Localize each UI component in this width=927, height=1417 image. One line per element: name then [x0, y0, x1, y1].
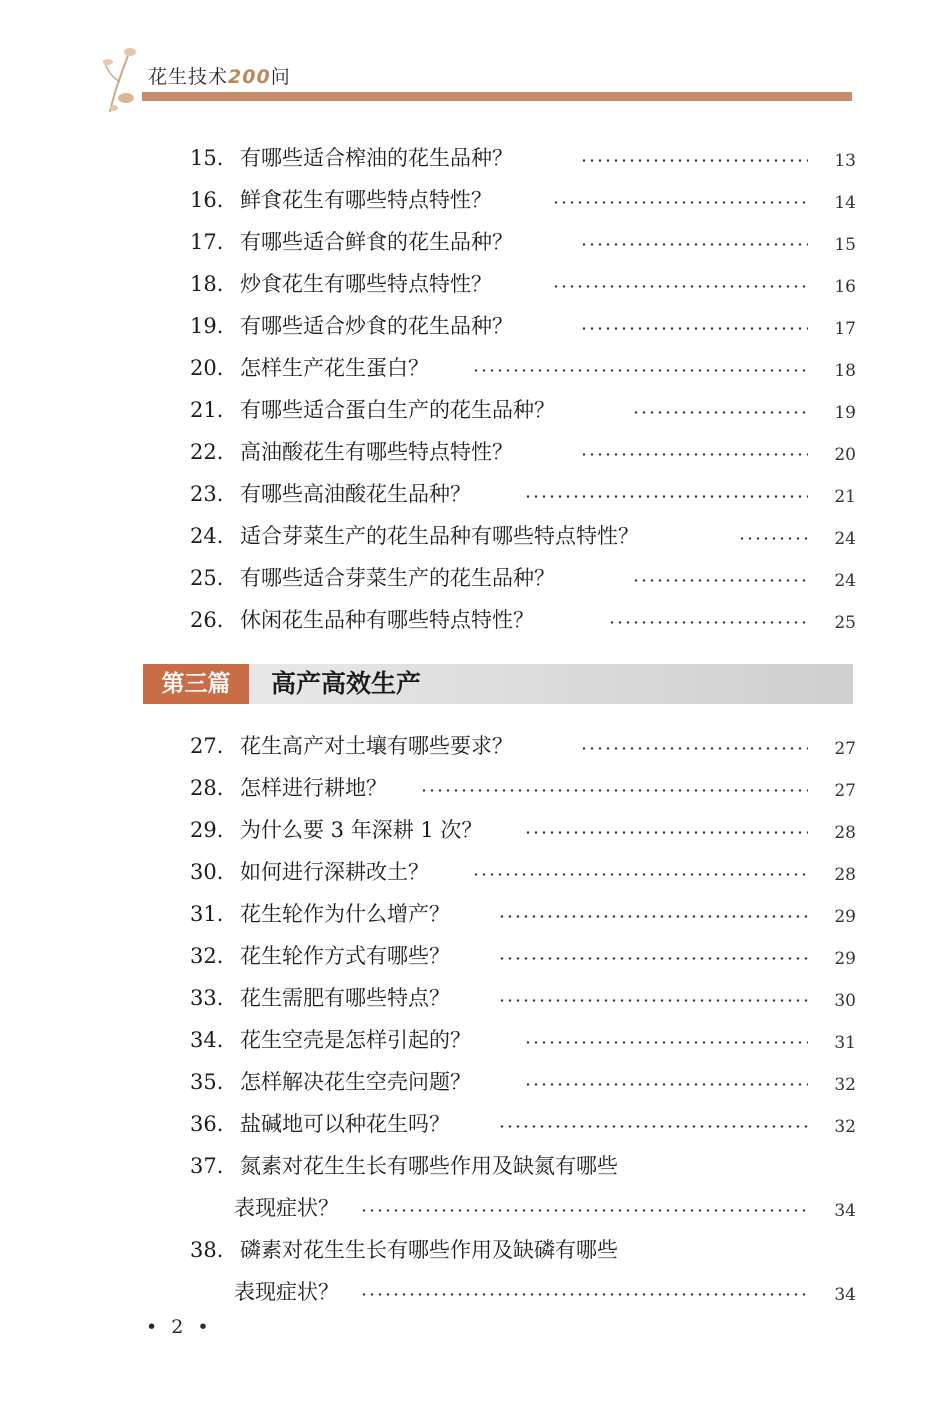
entry-title: 怎样生产花生蛋白？ [240, 356, 429, 380]
entry-page: 28 [834, 865, 856, 885]
page-number: • 2 • [146, 1316, 213, 1338]
entry-number: 29. [190, 818, 224, 842]
dot-leader [524, 831, 808, 834]
entry-title: 为什么要 3 年深耕 1 次？ [240, 818, 483, 842]
dot-leader [420, 789, 808, 792]
section-heading[interactable] [143, 664, 853, 704]
entry-number: 30. [190, 860, 224, 884]
dot-leader [580, 747, 808, 750]
toc-entry[interactable] [190, 896, 856, 932]
toc-entry[interactable] [190, 938, 856, 974]
entry-title: 高油酸花生有哪些特点特性？ [240, 440, 513, 464]
entry-page: 28 [834, 823, 856, 843]
dot-leader [580, 453, 808, 456]
entry-title: 怎样解决花生空壳问题？ [240, 1070, 471, 1094]
toc-entry[interactable] [190, 560, 856, 596]
entry-number: 27. [190, 734, 224, 758]
entry-page: 34 [834, 1285, 856, 1305]
toc-entry[interactable] [190, 854, 856, 890]
entry-title: 怎样进行耕地？ [240, 776, 387, 800]
entry-number: 31. [190, 902, 224, 926]
dot-leader [498, 999, 808, 1002]
dot-leader [498, 957, 808, 960]
entry-title: 有哪些高油酸花生品种？ [240, 482, 471, 506]
toc-entry[interactable] [190, 434, 856, 470]
floral-ornament-icon [100, 42, 150, 122]
entry-page: 32 [834, 1075, 856, 1095]
entry-page: 29 [834, 949, 856, 969]
entry-page: 18 [834, 361, 856, 381]
entry-title: 氮素对花生生长有哪些作用及缺氮有哪些 [240, 1154, 618, 1178]
entry-title: 花生高产对土壤有哪些要求？ [240, 734, 513, 758]
entry-number: 18. [190, 272, 224, 296]
entry-number: 24. [190, 524, 224, 548]
dot-leader [524, 495, 808, 498]
entry-page: 25 [834, 613, 856, 633]
dot-leader [498, 1125, 808, 1128]
toc-entry[interactable] [190, 224, 856, 260]
entry-page: 29 [834, 907, 856, 927]
entry-number: 15. [190, 146, 224, 170]
entry-number: 35. [190, 1070, 224, 1094]
entry-page: 34 [834, 1201, 856, 1221]
entry-number: 16. [190, 188, 224, 212]
entry-number: 20. [190, 356, 224, 380]
toc-entry[interactable] [190, 350, 856, 386]
dot-leader [608, 621, 808, 624]
toc-entry[interactable] [190, 602, 856, 638]
entry-number: 25. [190, 566, 224, 590]
dot-leader [580, 327, 808, 330]
toc-entry[interactable] [190, 980, 856, 1016]
dot-leader [580, 243, 808, 246]
book-title: 花生技术200问 [148, 66, 291, 88]
dot-leader [472, 369, 808, 372]
entry-title: 适合芽菜生产的花生品种有哪些特点特性？ [240, 524, 639, 548]
section-tag: 第三篇 [143, 664, 249, 704]
entry-title: 如何进行深耕改土？ [240, 860, 429, 884]
dot-leader [472, 873, 808, 876]
entry-number: 32. [190, 944, 224, 968]
toc-entry[interactable] [190, 140, 856, 176]
dot-leader [524, 1083, 808, 1086]
toc-entry[interactable] [190, 728, 856, 764]
entry-page: 13 [834, 151, 856, 171]
entry-title: 休闲花生品种有哪些特点特性？ [240, 608, 534, 632]
toc-entry[interactable] [190, 308, 856, 344]
toc-entry[interactable] [190, 1232, 856, 1314]
dot-leader [738, 537, 808, 540]
entry-title: 花生轮作为什么增产？ [240, 902, 450, 926]
entry-number: 28. [190, 776, 224, 800]
entry-title: 盐碱地可以种花生吗？ [240, 1112, 450, 1136]
entry-title: 有哪些适合蛋白生产的花生品种？ [240, 398, 555, 422]
entry-page: 24 [834, 529, 856, 549]
entry-title: 有哪些适合鲜食的花生品种？ [240, 230, 513, 254]
entry-number: 17. [190, 230, 224, 254]
dot-leader [552, 201, 808, 204]
entry-page: 30 [834, 991, 856, 1011]
dot-leader [360, 1209, 808, 1212]
toc-entry[interactable] [190, 1022, 856, 1058]
toc-entry[interactable] [190, 1106, 856, 1142]
entry-title: 鲜食花生有哪些特点特性？ [240, 188, 492, 212]
entry-title: 有哪些适合榨油的花生品种？ [240, 146, 513, 170]
dot-leader [580, 159, 808, 162]
toc-entry[interactable] [190, 518, 856, 554]
toc-entry[interactable] [190, 266, 856, 302]
entry-title: 炒食花生有哪些特点特性？ [240, 272, 492, 296]
entry-page: 31 [834, 1033, 856, 1053]
entry-title: 有哪些适合芽菜生产的花生品种？ [240, 566, 555, 590]
entry-title: 花生空壳是怎样引起的？ [240, 1028, 471, 1052]
entry-title: 花生需肥有哪些特点？ [240, 986, 450, 1010]
entry-page: 19 [834, 403, 856, 423]
toc-entry[interactable] [190, 1148, 856, 1230]
entry-number: 23. [190, 482, 224, 506]
entry-number: 38. [190, 1238, 224, 1262]
entry-page: 20 [834, 445, 856, 465]
entry-number: 36. [190, 1112, 224, 1136]
entry-number: 19. [190, 314, 224, 338]
toc-entry[interactable] [190, 182, 856, 218]
entry-page: 21 [834, 487, 856, 507]
dot-leader [360, 1293, 808, 1296]
entry-title-continued: 表现症状？ [234, 1280, 339, 1304]
entry-title: 有哪些适合炒食的花生品种？ [240, 314, 513, 338]
entry-page: 17 [834, 319, 856, 339]
entry-number: 26. [190, 608, 224, 632]
entry-title-continued: 表现症状？ [234, 1196, 339, 1220]
dot-leader [632, 411, 808, 414]
entry-number: 34. [190, 1028, 224, 1052]
entry-page: 27 [834, 781, 856, 801]
entry-number: 33. [190, 986, 224, 1010]
section-title: 高产高效生产 [271, 669, 422, 698]
toc-entry[interactable] [190, 476, 856, 512]
entry-page: 15 [834, 235, 856, 255]
entry-number: 21. [190, 398, 224, 422]
dot-leader [524, 1041, 808, 1044]
entry-title: 花生轮作方式有哪些？ [240, 944, 450, 968]
entry-page: 14 [834, 193, 856, 213]
toc-entry[interactable] [190, 812, 856, 848]
entry-number: 22. [190, 440, 224, 464]
dot-leader [632, 579, 808, 582]
toc-entry[interactable] [190, 392, 856, 428]
dot-leader [552, 285, 808, 288]
toc-entry[interactable] [190, 770, 856, 806]
entry-title: 磷素对花生生长有哪些作用及缺磷有哪些 [240, 1238, 618, 1262]
entry-page: 27 [834, 739, 856, 759]
running-header [100, 40, 852, 120]
dot-leader [498, 915, 808, 918]
header-rule [142, 92, 852, 101]
entry-page: 16 [834, 277, 856, 297]
entry-page: 32 [834, 1117, 856, 1137]
entry-number: 37. [190, 1154, 224, 1178]
toc-entry[interactable] [190, 1064, 856, 1100]
entry-page: 24 [834, 571, 856, 591]
